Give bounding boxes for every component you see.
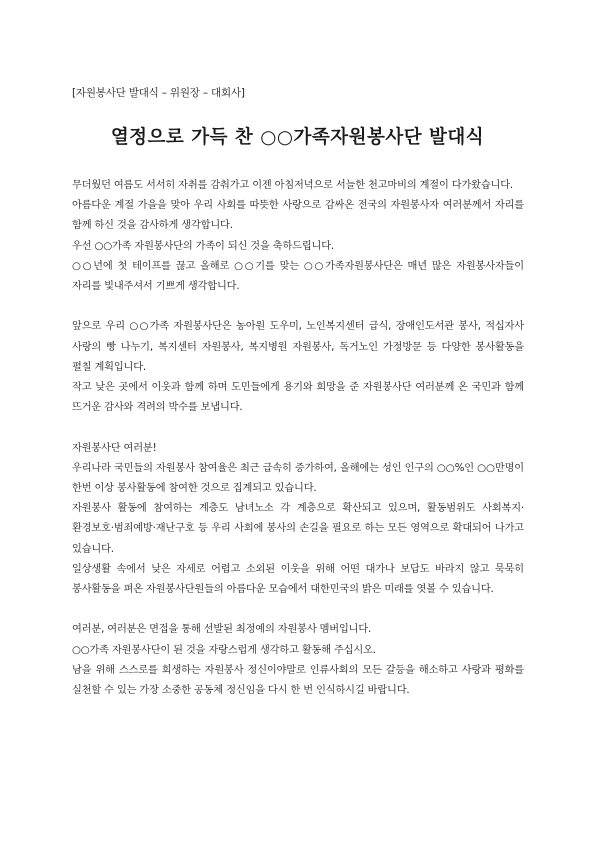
paragraph-block-3 <box>72 439 524 601</box>
paragraph: 앞으로 우리 ○○가족 자원봉사단은 농아원 도우미, 노인복지센터 급식, 장애인도서관 봉사, 적십자사 사랑의 빵 나누기, 복지센터 자원봉사, 복지병원 자원봉사, 독거노인 가정방문 등 다양한 봉사활동을 펼칠 계획입니다. <box>72 321 524 373</box>
paragraph: 자원봉사단 여러분! <box>72 442 157 454</box>
paragraph-gap <box>72 418 524 438</box>
paragraph: 우리나라 국민들의 자원봉사 참여율은 최근 급속히 증가하여, 올해에는 성인 인구의 ○○%인 ○○만명이 한번 이상 봉사활동에 참여한 것으로 집계되고 있습니다. <box>72 462 524 495</box>
paragraph: 남을 위해 스스로를 희생하는 자원봉사 정신이야말로 인류사회의 모든 갈등을 해소하고 사랑과 평화를 실천할 수 있는 가장 소중한 공동체 정신임을 다시 한 번 인식하시길 바랍니다. <box>72 664 524 697</box>
paragraph-gap <box>72 600 524 620</box>
paragraph: 자원봉사 활동에 참여하는 계층도 남녀노소 각 계층으로 확산되고 있으며, 활동범위도 사회복지·환경보호·범죄예방·재난구호 등 우리 사회에 봉사의 손길을 필요로 하는 모든 영역으로 확대되어 나가고 있습니다. <box>72 503 524 555</box>
paragraph: 아름다운 계절 가을을 맞아 우리 사회를 따뜻한 사랑으로 감싸온 전국의 자원봉사자 여러분께서 자리를 함께 하신 것을 감사하게 생각합니다. <box>72 200 524 232</box>
paragraph: 일상생활 속에서 낮은 자세로 어렵고 소외된 이웃을 위해 어떤 대가나 보답도 바라지 않고 묵묵히 봉사활동을 펴온 자원봉사단원들의 아름다운 모습에서 대한민국의 밝은 미래를 엿볼 수 있습니다. <box>72 563 524 596</box>
document-title: 열정으로 가득 찬 ○○가족자원봉사단 발대식 <box>110 127 485 148</box>
paragraph-block-2 <box>72 317 524 418</box>
paragraph: ○○년에 첫 테이프를 끊고 올해로 ○○기를 맞는 ○○가족자원봉사단은 매년 많은 자원봉사자들이 자리를 빛내주셔서 기쁘게 생각합니다. <box>72 260 524 293</box>
document-body <box>72 176 524 701</box>
paragraph-gap <box>72 297 524 317</box>
paragraph-block-4 <box>72 620 524 701</box>
document-header-label: [자원봉사단 발대식 – 위원장 – 대회사] <box>72 87 245 99</box>
paragraph: 작고 낮은 곳에서 이웃과 함께 하며 도민들에게 용기와 희망을 준 자원봉사단 여러분께 온 국민과 함께 뜨거운 감사와 격려의 박수를 보냅니다. <box>72 382 524 414</box>
paragraph: 여러분, 여러분은 면접을 통해 선발된 최정예의 자원봉사 멤버입니다. <box>72 624 372 636</box>
paragraph: ○○가족 자원봉사단이 된 것을 자랑스럽게 생각하고 활동해 주십시오. <box>72 644 376 656</box>
paragraph: 무더웠던 여름도 서서히 자취를 감춰가고 이젠 아침저녁으로 서늘한 천고마비의 계절이 다가왔습니다. <box>72 180 513 191</box>
paragraph-block-1 <box>72 176 524 297</box>
paragraph: 우선 ○○가족 자원봉사단의 가족이 되신 것을 축하드립니다. <box>72 240 334 252</box>
